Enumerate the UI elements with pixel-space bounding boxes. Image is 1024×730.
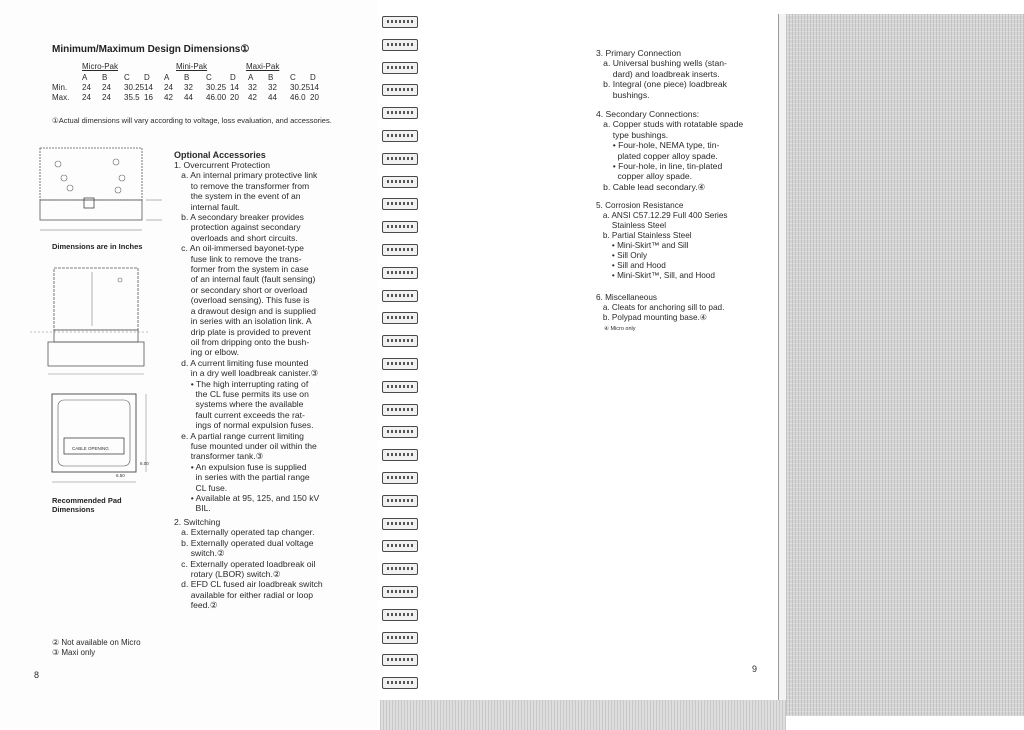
binding-ring (382, 16, 418, 28)
design-dimensions-title: Minimum/Maximum Design Dimensions① (52, 44, 250, 55)
text-line: switch.② (174, 548, 225, 559)
table-cell: 35.5 (124, 93, 140, 102)
binding-ring (382, 198, 418, 210)
text-line: copper alloy spade. (596, 171, 693, 182)
recommended-pad-label-1: Recommended Pad (52, 496, 122, 505)
binding-ring (382, 632, 418, 644)
group-maxi-pak: Maxi-Pak (246, 62, 280, 71)
text-line: Stainless Steel (596, 221, 667, 230)
corrosion-resistance-section (596, 201, 728, 281)
table-cell: 32 (248, 83, 257, 92)
text-line: b. Externally operated dual voltage (174, 537, 314, 548)
left-footnotes (52, 638, 141, 658)
transformer-side-drawing (30, 262, 160, 382)
scanner-background-right (786, 14, 1024, 716)
binding-ring (382, 153, 418, 165)
row-label: Min. (52, 83, 68, 92)
binding-ring (382, 609, 418, 621)
primary-connection-section (596, 48, 727, 100)
table-cell: 42 (248, 93, 257, 102)
text-line: 4. Secondary Connections: (596, 109, 700, 119)
text-line: systems where the available (174, 399, 304, 410)
text-line: ings of normal expulsion fuses. (174, 420, 314, 431)
binding-ring (382, 426, 418, 438)
optional-accessories-title: Optional Accessories (174, 150, 266, 160)
col-c1: C (124, 73, 130, 82)
table-cell: 46.00 (206, 93, 227, 102)
text-line: overloads and short circuits. (174, 232, 298, 243)
text-line: of an internal fault (fault sensing) (174, 274, 316, 285)
text-line: fault current exceeds the rat- (174, 409, 305, 420)
col-c2: C (206, 73, 212, 82)
table-cell: 30.25 (290, 83, 311, 92)
transformer-front-drawing (34, 142, 164, 237)
table-letter-row (52, 73, 342, 83)
text-line: dard) and loadbreak inserts. (596, 68, 720, 79)
binding-ring (382, 563, 418, 575)
text-line: 3. Primary Connection (596, 48, 682, 58)
text-line: • Four-hole, NEMA type, tin- (596, 140, 720, 151)
text-line: rotary (LBOR) switch.② (174, 569, 281, 580)
text-line: a drawout design and is supplied (174, 305, 316, 316)
text-line: • An expulsion fuse is supplied (174, 461, 307, 472)
binding-ring (382, 62, 418, 74)
binding-ring (382, 654, 418, 666)
table-cell: 44 (268, 93, 277, 102)
group-micro-pak: Micro-Pak (82, 62, 119, 71)
text-line: the CL fuse permits its use on (174, 388, 309, 399)
text-line: to remove the transformer from (174, 180, 310, 191)
col-d2: D (230, 73, 236, 82)
text-line: drip plate is provided to prevent (174, 326, 311, 337)
text-line: oil from dripping onto the bush- (174, 336, 310, 347)
text-line: • Mini-Skirt™ and Sill (596, 241, 689, 250)
footnote-not-micro: ② Not available on Micro (52, 638, 141, 647)
text-line: in a dry well loadbreak canister.③ (174, 368, 319, 379)
text-line: CL fuse. (174, 482, 228, 493)
text-line: c. An oil-immersed bayonet-type (174, 243, 304, 254)
col-a1: A (82, 73, 88, 82)
text-line: (overload sensing). This fuse is (174, 295, 310, 306)
dimensions-in-inches-label: Dimensions are in Inches (52, 242, 143, 251)
binding-ring (382, 267, 418, 279)
recommended-pad-label-2: Dimensions (52, 505, 95, 514)
col-d3: D (310, 73, 316, 82)
text-line: • Mini-Skirt™, Sill, and Hood (596, 271, 715, 280)
text-line: a. ANSI C57.12.29 Full 400 Series (596, 211, 728, 220)
secondary-connections-section (596, 109, 743, 192)
binding-ring (382, 586, 418, 598)
text-line: available for either radial or loop (174, 589, 314, 600)
text-line: a. Cleats for anchoring sill to pad. (596, 303, 725, 312)
table-cell: 32 (268, 83, 277, 92)
col-b1: B (102, 73, 108, 82)
scanner-background-bottom (380, 700, 786, 730)
micro-only-note: ④ Micro only (604, 326, 636, 332)
spiral-binding (378, 14, 424, 700)
text-line: ing or elbow. (174, 347, 239, 358)
col-b3: B (268, 73, 274, 82)
text-line: plated copper alloy spade. (596, 150, 718, 161)
text-line: protection against secondary (174, 222, 301, 233)
text-line: or secondary short or overload (174, 284, 308, 295)
text-line: • Available at 95, 125, and 150 kV (174, 493, 320, 503)
text-line: transformer tank.③ (174, 451, 264, 462)
right-page (378, 0, 788, 700)
text-line: b. Partial Stainless Steel (596, 231, 692, 240)
text-line: feed.② (174, 600, 218, 611)
text-line: b. Integral (one piece) loadbreak (596, 79, 727, 90)
table-cell: 20 (310, 93, 319, 102)
table-cell: 30.25 (124, 83, 145, 92)
binding-ring (382, 221, 418, 233)
binding-ring (382, 312, 418, 324)
table-cell: 30.25 (206, 83, 227, 92)
text-line: • Four-hole, in line, tin-plated (596, 161, 723, 172)
page-number-left: 8 (34, 670, 40, 680)
text-line: b. A secondary breaker provides (174, 212, 304, 223)
binding-ring (382, 39, 418, 51)
col-a3: A (248, 73, 254, 82)
col-a2: A (164, 73, 170, 82)
text-line: • The high interrupting rating of (174, 378, 309, 389)
page-number-right: 9 (752, 664, 758, 674)
actual-dimensions-footnote: ①Actual dimensions will vary according to voltage, loss evaluation, and accessories. (52, 116, 332, 125)
text-line: a. Externally operated tap changer. (174, 527, 315, 538)
binding-ring (382, 472, 418, 484)
table-row (52, 93, 342, 103)
text-line: a. Universal bushing wells (stan- (596, 58, 727, 69)
text-line: a. An internal primary protective link (174, 170, 318, 181)
text-line: 1. Overcurrent Protection (174, 160, 271, 170)
text-line: a. Copper studs with rotatable spade (596, 119, 744, 130)
table-cell: 46.0 (290, 93, 306, 102)
cable-opening-label: CABLE OPENING (72, 446, 109, 451)
table-cell: 24 (82, 83, 91, 92)
table-cell: 32 (184, 83, 193, 92)
text-line: fuse mounted under oil within the (174, 440, 317, 451)
dimension-600: 6.00 (140, 461, 149, 466)
col-c3: C (290, 73, 296, 82)
group-mini-pak: Mini-Pak (176, 62, 208, 71)
binding-ring (382, 404, 418, 416)
binding-ring (382, 358, 418, 370)
text-line: 6. Miscellaneous (596, 293, 657, 302)
binding-ring (382, 540, 418, 552)
binding-ring (382, 176, 418, 188)
col-b2: B (184, 73, 190, 82)
text-line: • Sill and Hood (596, 261, 666, 270)
table-cell: 24 (102, 83, 111, 92)
text-line: • Sill Only (596, 251, 648, 260)
binding-ring (382, 130, 418, 142)
overcurrent-protection-list (174, 160, 374, 514)
binding-ring (382, 449, 418, 461)
text-line: 5. Corrosion Resistance (596, 201, 684, 210)
table-cell: 14 (310, 83, 319, 92)
table-cell: 20 (230, 93, 239, 102)
text-line: b. Polypad mounting base.④ (596, 313, 708, 322)
switching-list (174, 517, 374, 611)
binding-ring (382, 290, 418, 302)
text-line: 2. Switching (174, 517, 221, 527)
text-line: d. A current limiting fuse mounted (174, 357, 309, 368)
binding-ring (382, 495, 418, 507)
text-line: former from the system in case (174, 264, 309, 275)
binding-ring (382, 84, 418, 96)
table-row (52, 83, 342, 93)
footnote-maxi-only: ③ Maxi only (52, 648, 96, 657)
recommended-pad-drawing (50, 392, 160, 492)
text-line: in series with an isolation link. A (174, 316, 312, 327)
binding-ring (382, 335, 418, 347)
table-cell: 14 (144, 83, 153, 92)
table-cell: 24 (102, 93, 111, 102)
binding-ring (382, 381, 418, 393)
text-line: e. A partial range current limiting (174, 430, 304, 441)
miscellaneous-section (596, 293, 724, 323)
table-cell: 44 (184, 93, 193, 102)
text-line: in series with the partial range (174, 472, 310, 483)
table-cell: 14 (230, 83, 239, 92)
text-line: internal fault. (174, 201, 240, 212)
text-line: fuse link to remove the trans- (174, 253, 302, 264)
table-cell: 24 (82, 93, 91, 102)
text-line: type bushings. (596, 129, 669, 140)
col-d1: D (144, 73, 150, 82)
binding-ring (382, 244, 418, 256)
text-line: c. Externally operated loadbreak oil (174, 558, 316, 569)
text-line: the system in the event of an (174, 191, 301, 202)
binding-ring (382, 677, 418, 689)
binding-ring (382, 107, 418, 119)
text-line: b. Cable lead secondary.④ (596, 181, 706, 192)
text-line: bushings. (596, 89, 650, 100)
binding-ring (382, 518, 418, 530)
row-label: Max. (52, 93, 70, 102)
table-cell: 42 (164, 93, 173, 102)
dimensions-table (52, 62, 342, 103)
dimension-650: 6.50 (116, 473, 125, 478)
text-line: BIL. (174, 503, 211, 514)
text-line: d. EFD CL fused air loadbreak switch (174, 579, 323, 590)
table-cell: 24 (164, 83, 173, 92)
table-cell: 16 (144, 93, 153, 102)
